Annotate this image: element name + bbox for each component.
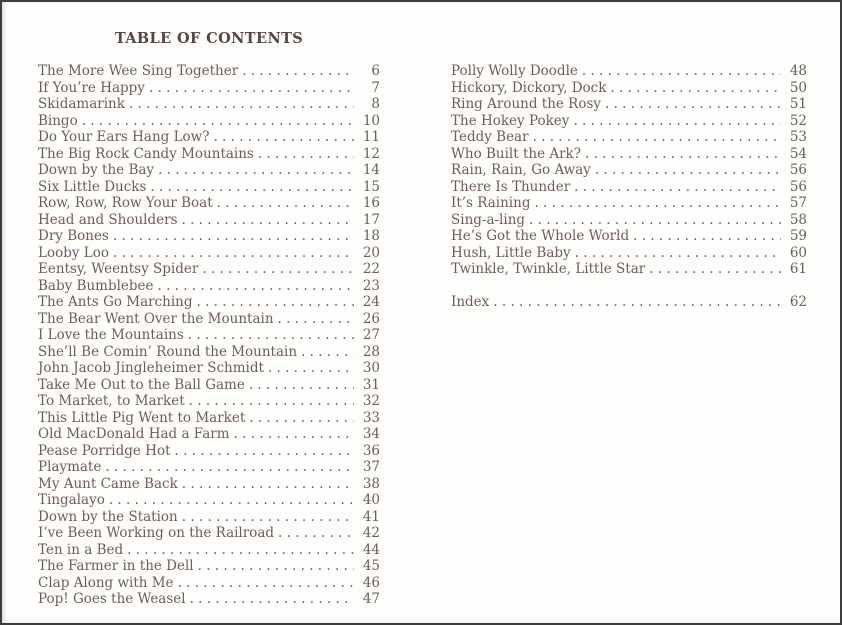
page-number: 53 [789, 129, 807, 145]
toc-entry [38, 542, 380, 559]
page-number: 20 [362, 244, 380, 261]
song-title: Ring Around the Rosy [451, 96, 602, 112]
song-title: I Love the Mountains [38, 327, 184, 343]
page-number: 26 [362, 310, 380, 327]
page-number: 54 [789, 145, 807, 162]
toc-entry [38, 525, 380, 542]
page-number: 33 [362, 409, 380, 426]
toc-entry [38, 344, 380, 361]
dot-leader [242, 63, 354, 80]
toc-right-column [451, 63, 807, 311]
page-title: TABLE OF CONTENTS [114, 30, 304, 47]
song-title: My Aunt Came Back [38, 475, 178, 492]
dot-leader [534, 195, 781, 212]
song-title: If You’re Happy [38, 79, 145, 96]
dot-leader [605, 96, 781, 113]
dot-leader [268, 360, 354, 377]
page-number: 45 [362, 558, 380, 574]
song-title: Clap Along with Me [38, 574, 174, 591]
page-number: 42 [362, 525, 380, 541]
song-title: There Is Thunder [451, 178, 571, 195]
toc-entry [451, 195, 807, 212]
song-title: Tingalayo [38, 492, 105, 508]
toc-entry [38, 509, 380, 526]
page-number: 28 [362, 343, 380, 360]
dot-leader [249, 410, 354, 427]
page-number: 36 [362, 442, 380, 459]
song-title: Who Built the Ark? [451, 145, 581, 162]
song-title: Pop! Goes the Weasel [38, 591, 186, 607]
toc-entry [38, 261, 380, 278]
dot-leader [82, 113, 354, 130]
page-number: 6 [371, 63, 380, 79]
toc-entry [38, 459, 380, 476]
page-number: 18 [362, 228, 380, 244]
dot-leader [575, 245, 781, 262]
dot-leader [234, 426, 354, 443]
page-number: 30 [362, 360, 380, 376]
dot-leader [574, 179, 781, 196]
toc-entry [38, 311, 380, 328]
dot-leader [190, 591, 354, 608]
song-title: Six Little Ducks [38, 178, 147, 195]
song-title: Down by the Station [38, 508, 178, 525]
song-title: Teddy Bear [451, 129, 529, 145]
song-title: Skidamarink [38, 96, 125, 112]
page-number: 17 [362, 211, 380, 228]
toc-entry [38, 63, 380, 80]
toc-entry [38, 426, 380, 443]
dot-leader [217, 195, 354, 212]
page-number: 57 [789, 195, 807, 211]
page-number: 46 [362, 574, 380, 591]
toc-entry [38, 327, 380, 344]
dot-leader [188, 327, 354, 344]
song-title: He’s Got the Whole World [451, 228, 630, 244]
song-title: The Farmer in the Dell [38, 558, 194, 574]
song-title: Head and Shoulders [38, 211, 178, 228]
page-number: 27 [362, 327, 380, 343]
toc-entry [451, 80, 807, 97]
toc-entry [38, 294, 380, 311]
toc-entry [38, 492, 380, 509]
dot-leader [178, 575, 354, 592]
toc-entry [38, 377, 380, 394]
dot-leader [202, 261, 354, 278]
dot-leader [249, 377, 354, 394]
page-number: 41 [362, 508, 380, 525]
toc-entry [38, 228, 380, 245]
dot-leader [595, 162, 781, 179]
toc-entry [451, 129, 807, 146]
toc-entry [451, 228, 807, 245]
page-number: 8 [371, 96, 380, 112]
dot-leader [175, 443, 354, 460]
toc-entry [38, 80, 380, 97]
page-number: 38 [362, 475, 380, 492]
toc-entry [38, 129, 380, 146]
dot-leader [198, 558, 354, 575]
dot-leader [182, 509, 354, 526]
page-number: 40 [362, 492, 380, 508]
toc-entry [38, 96, 380, 113]
dot-leader [158, 278, 354, 295]
page-number: 15 [362, 178, 380, 195]
toc-entry [38, 591, 380, 608]
dot-leader [113, 245, 354, 262]
toc-entry [451, 146, 807, 163]
song-title: Take Me Out to the Ball Game [38, 376, 245, 393]
song-title: Playmate [38, 459, 102, 475]
toc-entry [38, 162, 380, 179]
dot-leader [582, 63, 781, 80]
dot-leader [585, 146, 781, 163]
dot-leader [301, 344, 354, 361]
dot-leader [573, 113, 781, 130]
dot-leader [149, 80, 354, 97]
dot-leader [182, 212, 354, 229]
dot-leader [493, 294, 781, 311]
page-number: 31 [362, 376, 380, 393]
toc-entry [451, 162, 807, 179]
song-title: Polly Wolly Doodle [451, 63, 578, 79]
song-title: The Big Rock Candy Mountains [38, 145, 254, 162]
song-title: This Little Pig Went to Market [38, 409, 246, 426]
dot-leader [182, 476, 354, 493]
page-number: 10 [362, 112, 380, 129]
song-title: Rain, Rain, Go Away [451, 162, 591, 178]
song-title: Looby Loo [38, 244, 110, 261]
song-title: Ten in a Bed [38, 541, 124, 558]
song-title: John Jacob Jingleheimer Schmidt [38, 360, 264, 376]
page-number: 56 [789, 178, 807, 195]
song-title: The More Wee Sing Together [38, 63, 239, 79]
page-number: 16 [362, 195, 380, 211]
toc-entry [38, 278, 380, 295]
dot-leader [158, 162, 354, 179]
page-number: 14 [362, 162, 380, 178]
dot-leader [533, 129, 781, 146]
dot-leader [129, 96, 354, 113]
song-title: Dry Bones [38, 228, 109, 244]
song-title: She’ll Be Comin’ Round the Mountain [38, 343, 298, 360]
page-number: 24 [362, 294, 380, 310]
song-title: Row, Row, Row Your Boat [38, 195, 213, 211]
toc-entry [451, 179, 807, 196]
page-number: 58 [789, 211, 807, 228]
dot-leader [258, 146, 354, 163]
song-title: Hickory, Dickory, Dock [451, 79, 607, 96]
page-number: 60 [789, 244, 807, 261]
song-title: Old MacDonald Had a Farm [38, 426, 230, 442]
page-number: 51 [789, 96, 807, 112]
toc-entry [38, 476, 380, 493]
toc-entry [38, 575, 380, 592]
song-title: Hush, Little Baby [451, 244, 571, 261]
toc-entry [451, 261, 807, 278]
page-number: 61 [789, 261, 807, 277]
dot-leader [610, 80, 781, 97]
toc-entry [38, 410, 380, 427]
page-number: 7 [371, 79, 380, 96]
page-number: 44 [362, 541, 380, 558]
toc-entry [38, 146, 380, 163]
toc-entry [451, 245, 807, 262]
song-title: Bingo [38, 112, 78, 129]
toc-entry [38, 179, 380, 196]
song-title: Baby Bumblebee [38, 277, 154, 294]
page-number: 32 [362, 393, 380, 409]
page-number: 23 [362, 277, 380, 294]
toc-entry [451, 294, 807, 311]
page-number: 47 [362, 591, 380, 607]
song-title: Eentsy, Weentsy Spider [38, 261, 199, 277]
toc-entry [38, 558, 380, 575]
toc-entry [38, 212, 380, 229]
toc-entry [451, 96, 807, 113]
toc-entry [38, 113, 380, 130]
page-number: 56 [789, 162, 807, 178]
song-title: Twinkle, Twinkle, Little Star [451, 261, 646, 277]
toc-entry [38, 443, 380, 460]
page-number: 34 [362, 426, 380, 442]
song-title: The Bear Went Over the Mountain [38, 310, 274, 327]
song-title: The Hokey Pokey [451, 112, 570, 129]
page-number: 12 [362, 145, 380, 162]
toc-entry [451, 113, 807, 130]
song-title: I’ve Been Working on the Railroad [38, 525, 275, 541]
song-title: To Market, to Market [38, 393, 185, 409]
dot-leader [278, 525, 354, 542]
dot-leader [649, 261, 781, 278]
song-title: Pease Porridge Hot [38, 442, 171, 459]
dot-leader [213, 129, 354, 146]
page-number: 50 [789, 79, 807, 96]
song-title: Do Your Ears Hang Low? [38, 129, 210, 145]
dot-leader [529, 212, 781, 229]
song-title: Sing-a-ling [451, 211, 526, 228]
song-title: It’s Raining [451, 195, 531, 211]
toc-entry [451, 63, 807, 80]
page-number: 22 [362, 261, 380, 277]
dot-leader [105, 459, 354, 476]
song-title: The Ants Go Marching [38, 294, 193, 310]
dot-leader [197, 294, 354, 311]
page-number: 62 [789, 294, 807, 310]
dot-leader [127, 542, 354, 559]
page-number: 11 [362, 129, 380, 145]
toc-left-column [38, 63, 380, 608]
page-number: 48 [789, 63, 807, 79]
toc-entry [38, 393, 380, 410]
toc-entry [38, 195, 380, 212]
dot-leader [113, 228, 354, 245]
page-number: 52 [789, 112, 807, 129]
page-number: 59 [789, 228, 807, 244]
song-title: Down by the Bay [38, 162, 155, 178]
dot-leader [189, 393, 354, 410]
song-title: Index [451, 294, 490, 310]
toc-entry [38, 360, 380, 377]
dot-leader [633, 228, 781, 245]
toc-entry [451, 212, 807, 229]
dot-leader [278, 311, 354, 328]
dot-leader [109, 492, 354, 509]
dot-leader [150, 179, 354, 196]
page-number: 37 [362, 459, 380, 475]
toc-entry [38, 245, 380, 262]
